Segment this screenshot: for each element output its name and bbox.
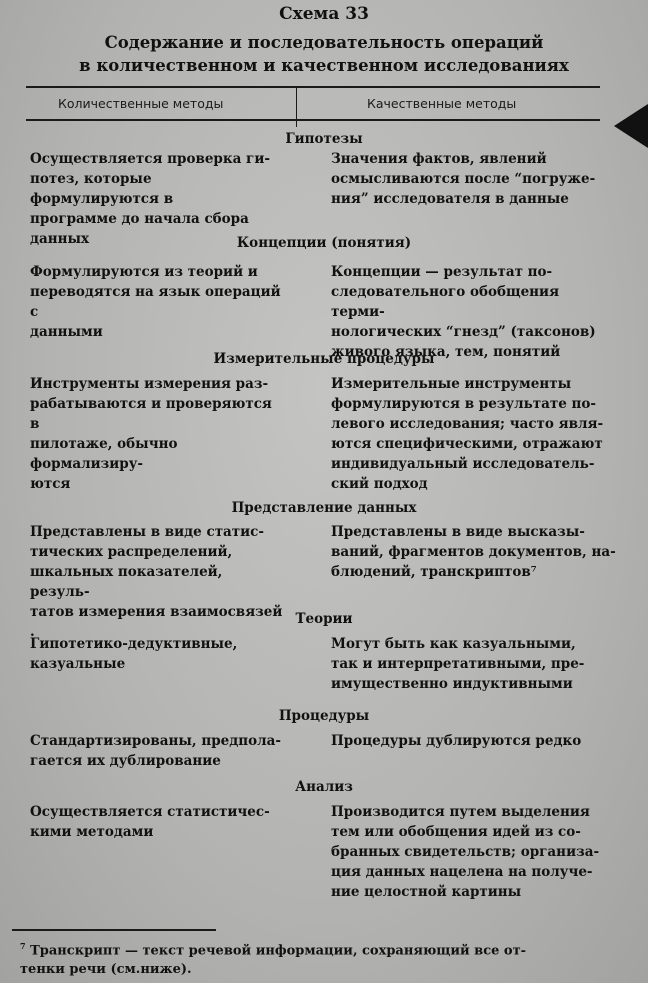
scheme-title-line-2: в количественном и качественном исследованиях bbox=[79, 56, 569, 75]
procedures-quantitative: Стандартизированы, предпола- гается их дублирование bbox=[30, 733, 281, 769]
hypotheses-qualitative: Значения фактов, явлений осмысливаются после “погруже- ния” исследователя в данные bbox=[331, 151, 596, 207]
data-representation-qualitative: Представлены в виде высказы- ваний, фрагментов документов, на- блюдений, транскриптов⁷ bbox=[331, 524, 616, 580]
scheme-number: Схема 33 bbox=[279, 4, 369, 24]
theories-quantitative: Гипотетико-дедуктивные, казуальные bbox=[30, 636, 238, 672]
concepts-quantitative: Формулируются из теорий и переводятся на язык операций с данными bbox=[30, 264, 281, 340]
section-heading-analysis: Анализ bbox=[295, 779, 353, 795]
procedures-qualitative: Процедуры дублируются редко bbox=[331, 733, 582, 749]
section-heading-hypotheses: Гипотезы bbox=[285, 131, 363, 147]
section-heading-data-representation: Представление данных bbox=[231, 500, 417, 516]
concepts-qualitative: Концепции — результат по- следовательного обобщения терми- нологических “гнезд” (таксонов) живого языка, тем, понятий bbox=[331, 264, 596, 360]
column-header-qualitative: Качественные методы bbox=[367, 96, 517, 111]
section-heading-concepts: Концепции (понятия) bbox=[236, 235, 412, 251]
scheme-title-line-1: Содержание и последовательность операций bbox=[104, 33, 544, 52]
measurement-quantitative: Инструменты измерения раз- рабатываются и проверяются в пилотаже, обычно формализиру- ются bbox=[30, 376, 272, 492]
hypotheses-quantitative: Осуществляется проверка ги- потез, которые формулируются в программе до начала сбора данных bbox=[30, 151, 270, 247]
section-heading-measurement: Измерительные процедуры bbox=[213, 351, 435, 367]
column-divider bbox=[296, 87, 297, 127]
table-top-rule bbox=[26, 86, 600, 88]
section-heading-theories: Теории bbox=[295, 611, 353, 627]
footnote-text: Транскрипт — текст речевой информации, сохраняющий все от- тенки речи (см.ниже). bbox=[20, 943, 527, 978]
footnote-marker: 7 bbox=[20, 941, 26, 951]
section-heading-procedures: Процедуры bbox=[278, 708, 370, 724]
header-bottom-rule bbox=[26, 119, 600, 121]
column-header-quantitative: Количественные методы bbox=[58, 96, 224, 111]
footnote-rule bbox=[12, 929, 216, 931]
data-representation-quantitative: Представлены в виде статис- тических распределений, шкальных показателей, резуль- татов измерения взаимосвязей . bbox=[30, 524, 283, 640]
theories-qualitative: Могут быть как казуальными, так и интерпретативными, пре- имущественно индуктивными bbox=[331, 636, 585, 692]
footnote bbox=[20, 937, 620, 979]
analysis-qualitative: Производится путем выделения тем или обобщения идей из со- бранных свидетельств; организа- ция данных нацелена на получе- ние целостной картины bbox=[331, 804, 600, 900]
measurement-qualitative: Измерительные инструменты формулируются в результате по- левого исследования; часто явля- ются специфическими, отражают индивидуальный исследователь- ский подход bbox=[331, 376, 604, 492]
analysis-quantitative: Осуществляется статистичес- кими методами bbox=[30, 804, 270, 840]
